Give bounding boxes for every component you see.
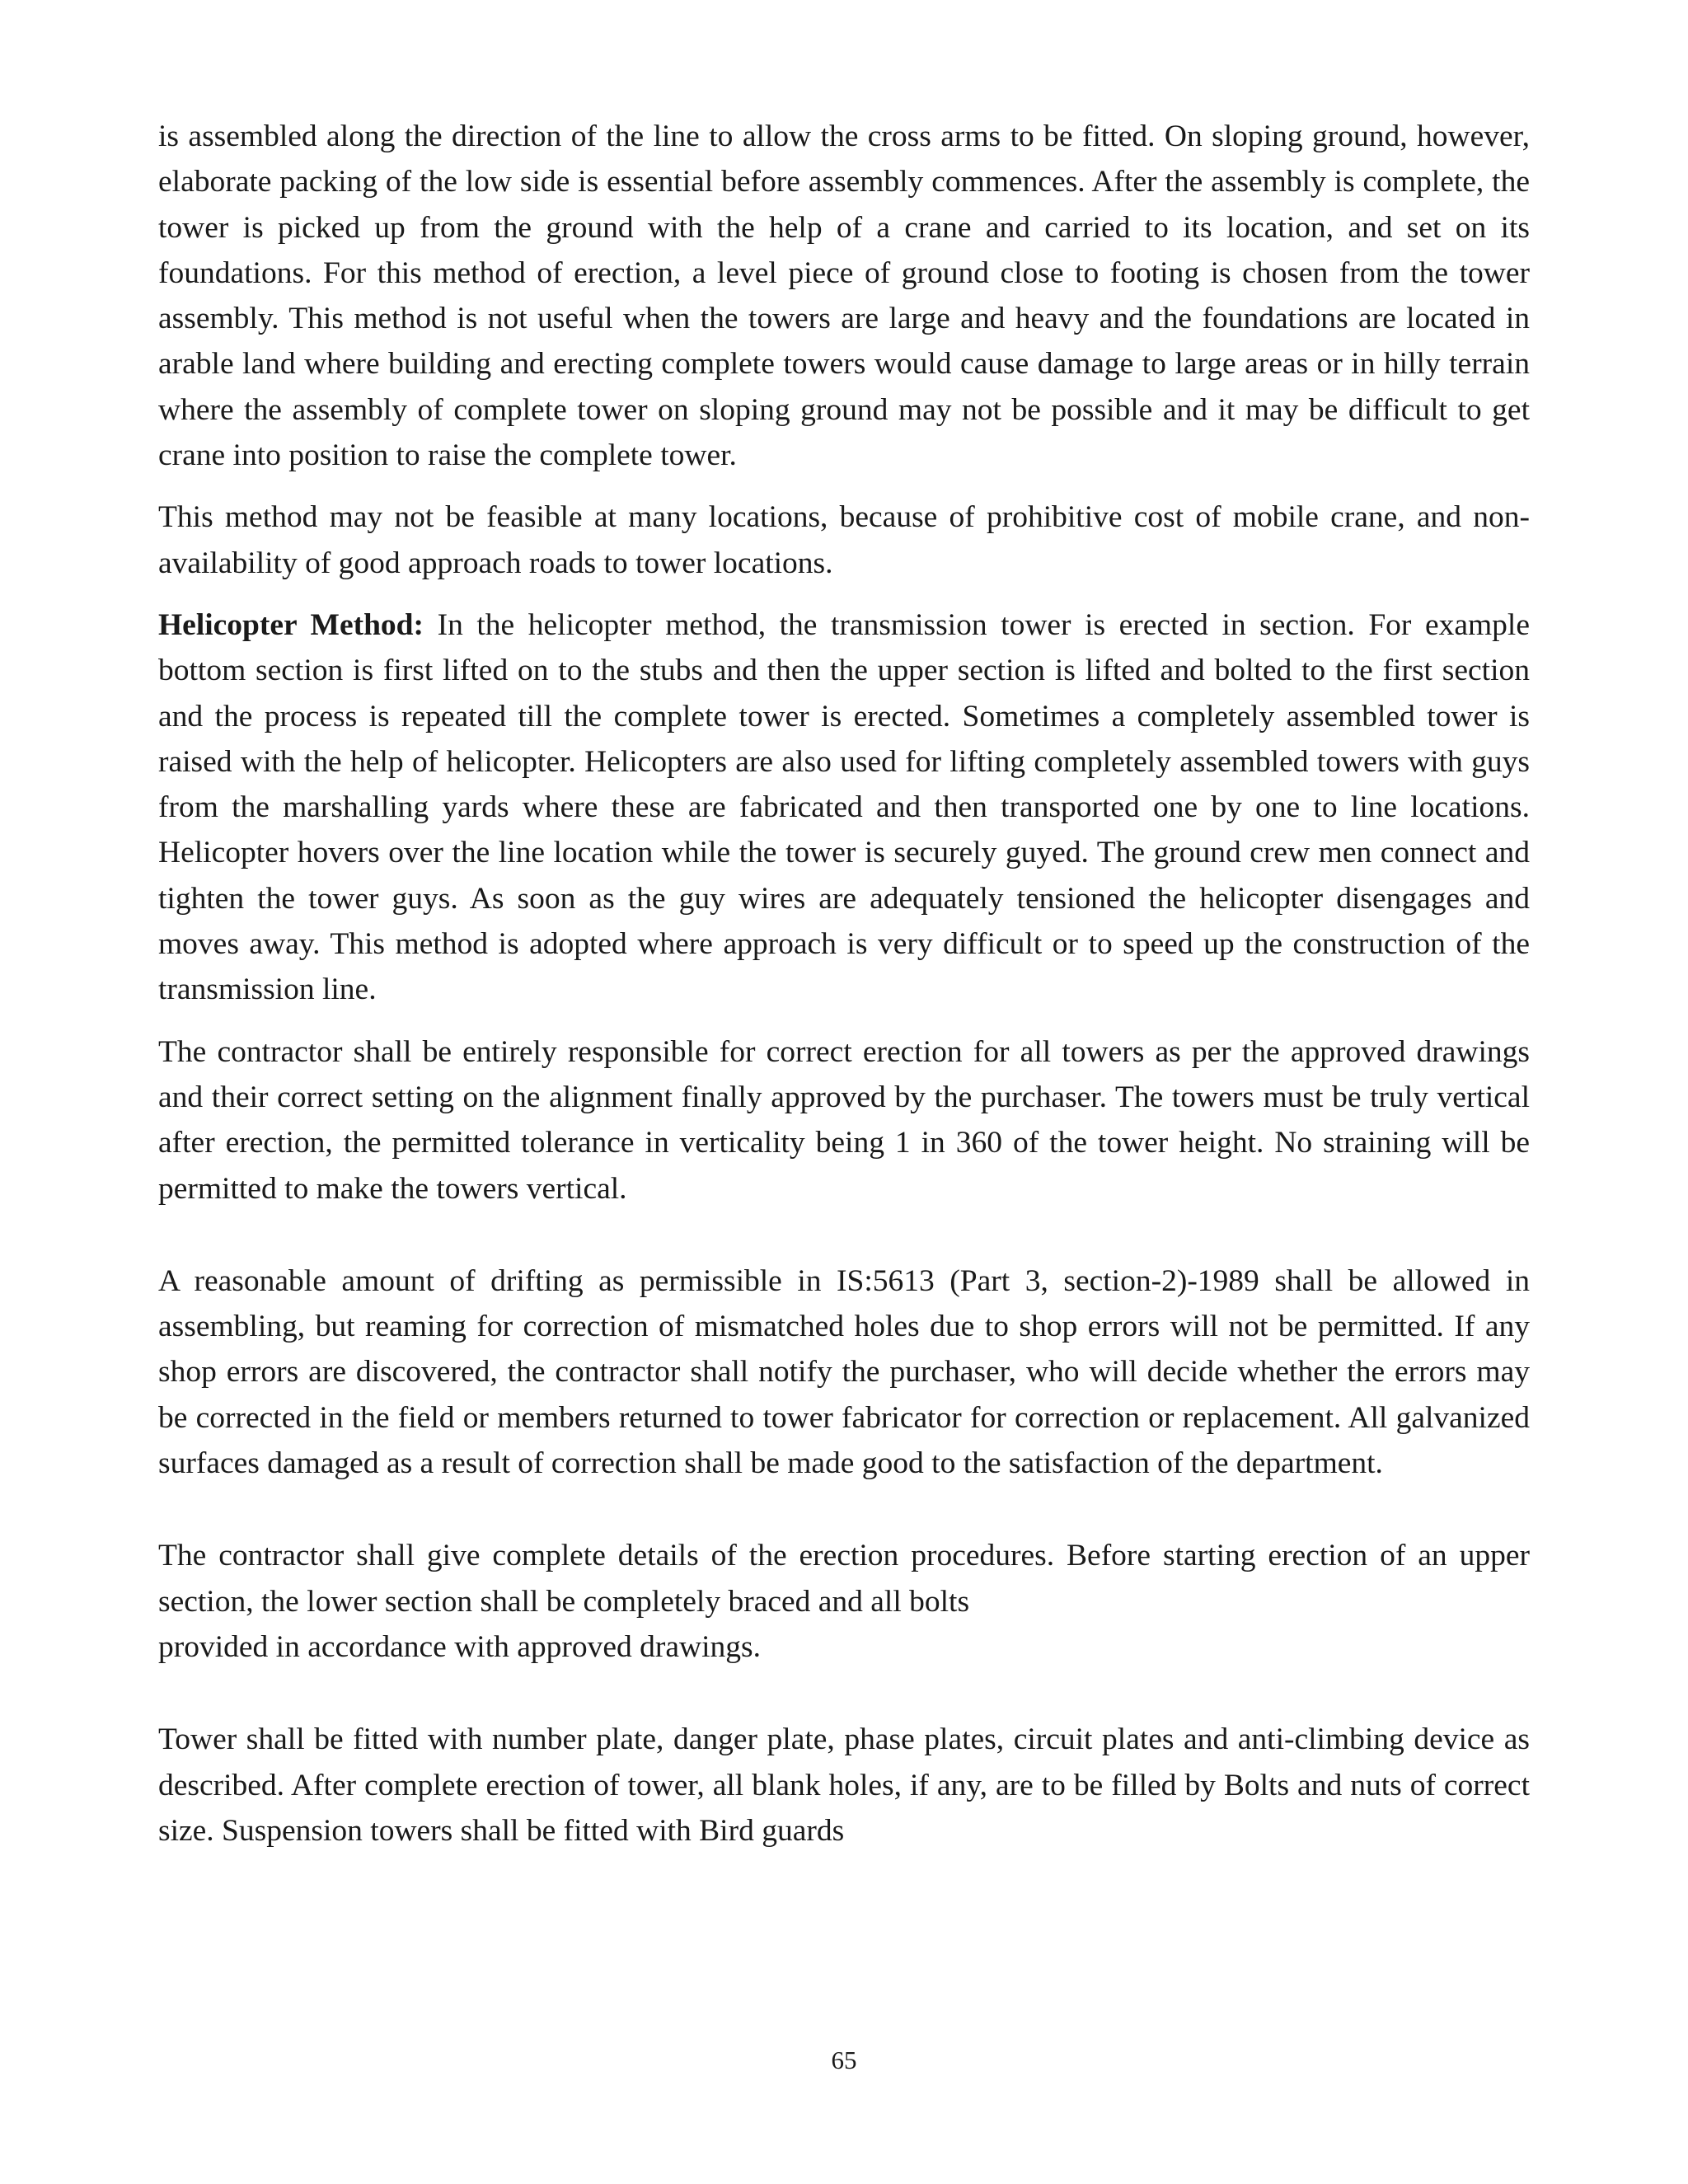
erection-procedures-line-2: provided in accordance with approved drawings. (158, 1629, 761, 1664)
document-page (158, 114, 1530, 1854)
paragraph-helicopter-method (158, 602, 1530, 1013)
paragraph-drifting-tolerance: A reasonable amount of drifting as permissible in IS:5613 (Part 3, section-2)-1989 shall be allowed in assembling, but reaming for correction of mismatched holes due to shop errors will not be permitted. If any shop errors are discovered, the contractor shall notify the purchaser, who will decide whether the errors may be corrected in the field or members returned to tower fabricator for correction or replacement. All galvanized surfaces damaged as a result of correction shall be made good to the satisfaction of the department. (158, 1263, 1530, 1481)
erection-procedures-line-1: The contractor shall give complete details of the erection procedures. Before starting erection of an upper section, the lower section shall be completely braced and all bolts (158, 1539, 1530, 1619)
paragraph-crane-feasibility: This method may not be feasible at many locations, because of prohibitive cost of mobile crane, and non-availability of good approach roads to tower locations. (158, 500, 1530, 580)
paragraph-crane-method: is assembled along the direction of the line to allow the cross arms to be fitted. On sloping ground, however, elaborate packing of the low side is essential before assembly commences. After the assembly is complete, the tower is picked up from the ground with the help of a crane and carried to its location, and set on its foundations. For this method of erection, a level piece of ground close to footing is chosen from the tower assembly. This method is not useful when the towers are large and heavy and the foundations are located in arable land where building and erecting complete towers would cause damage to large areas or in hilly terrain where the assembly of complete tower on sloping ground may not be possible and it may be difficult to get crane into position to raise the complete tower. (158, 120, 1530, 473)
paragraph-tower-fittings: Tower shall be fitted with number plate, danger plate, phase plates, circuit plates and anti-climbing device as described. After complete erection of tower, all blank holes, if any, are to be filled by Bolts and nuts of correct size. Suspension towers shall be fitted with Bird guards (158, 1722, 1530, 1848)
paragraph-contractor-responsibility: The contractor shall be entirely responsible for correct erection for all towers as per the approved drawings and their correct setting on the alignment finally approved by the purchaser. The towers must be truly vertical after erection, the permitted tolerance in verticality being 1 in 360 of the tower height. No straining will be permitted to make the towers vertical. (158, 1034, 1530, 1206)
helicopter-method-text: In the helicopter method, the transmission tower is erected in section. For example bottom section is first lifted on to the stubs and then the upper section is lifted and bolted to the first section and the process is repeated till the complete tower is erected. Sometimes a completely assembled tower is raised with the help of helicopter. Helicopters are also used for lifting completely assembled towers with guys from the marshalling yards where these are fabricated and then transported one by one to line locations. Helicopter hovers over the line location while the tower is securely guyed. The ground crew men connect and tighten the tower guys. As soon as the guy wires are adequately tensioned the helicopter disengages and moves away. This method is adopted where approach is very difficult or to speed up the construction of the transmission line. (158, 607, 1530, 1007)
page-number: 65 (831, 2046, 857, 2074)
paragraph-erection-procedures (158, 1533, 1530, 1670)
helicopter-method-heading: Helicopter Method: (158, 607, 424, 642)
